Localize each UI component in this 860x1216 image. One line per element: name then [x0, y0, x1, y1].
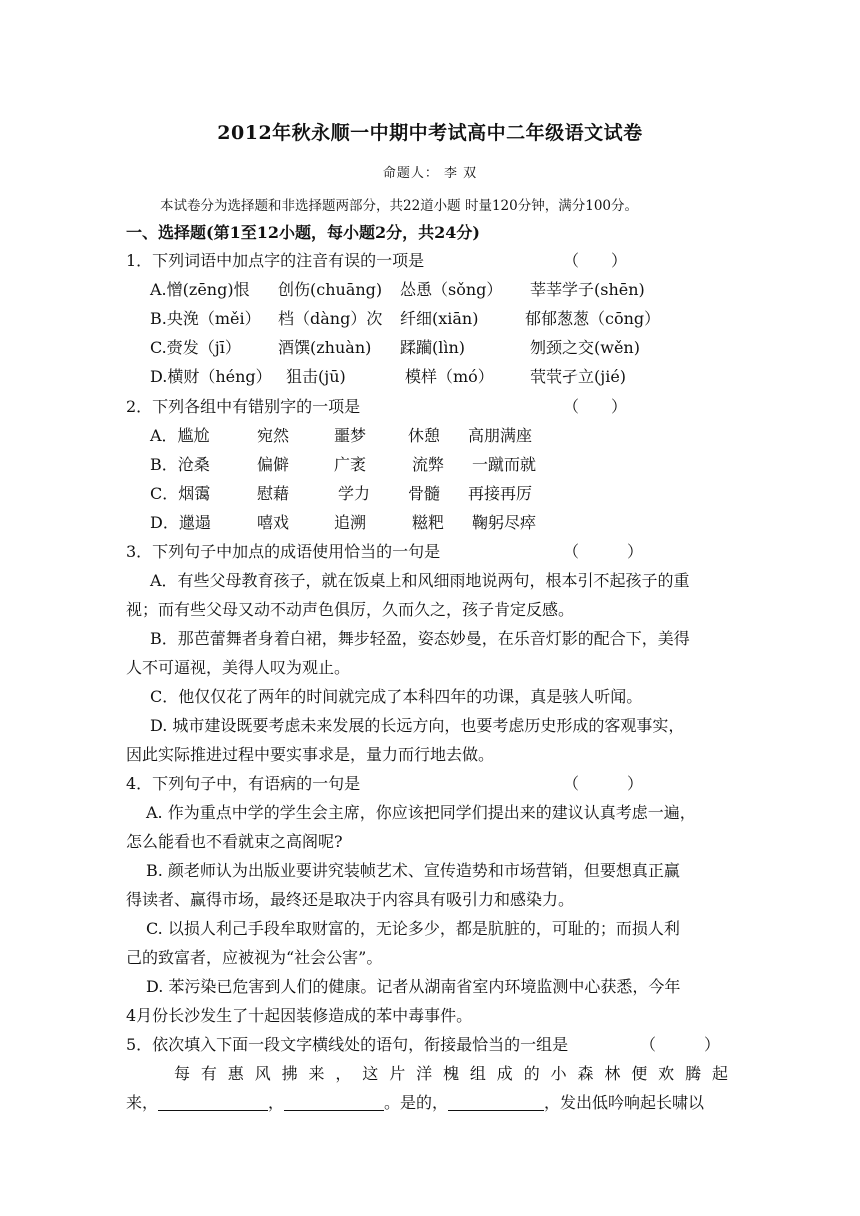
q2-word-c3: 学力 — [338, 484, 371, 503]
q5-text-b: ， — [268, 1093, 285, 1112]
q2-word-a1: A．尴尬 — [150, 426, 210, 445]
q1-option-b1: B.央浼（měi） — [150, 309, 261, 328]
q4-option-c-line2: 己的致富者，应被视为“社会公害”。 — [126, 948, 383, 967]
q2-word-b5: 一蹴而就 — [472, 455, 537, 474]
q2-word-d5: 鞠躬尽瘁 — [472, 513, 537, 532]
q5-answer-bracket: （ ） — [640, 1035, 721, 1054]
q4-option-d-line2: 4月份长沙发生了十起因装修造成的苯中毒事件。 — [126, 1006, 473, 1025]
q2-word-a5: 高朋满座 — [468, 426, 533, 445]
q3-option-d-line1: D. 城市建设既要考虑未来发展的长远方向，也要考虑历史形成的客观事实， — [150, 716, 685, 735]
q1-option-b4: 郁郁葱葱（cōng） — [525, 309, 661, 328]
q4-option-b-line1: B. 颜老师认为出版业要讲究装帧艺术、宣传造势和市场营销，但要想真正赢 — [146, 861, 680, 880]
q4-answer-bracket: （ ） — [563, 774, 644, 793]
q2-word-b4: 流弊 — [412, 455, 445, 474]
q1-option-c3: 蹂躏(lìn) — [400, 338, 466, 357]
q3-option-c: C．他仅仅花了两年的时间就完成了本科四年的功课，真是骇人听闻。 — [150, 687, 643, 706]
q1-answer-bracket: （ ） — [563, 251, 628, 270]
q3-option-a-line2: 视；而有些父母又动不动声色俱厉，久而久之，孩子肯定反感。 — [126, 600, 575, 619]
q3-stem: 3．下列句子中加点的成语使用恰当的一句是 — [126, 542, 441, 561]
q1-option-c1: C.赍发（jī） — [150, 338, 241, 357]
q2-word-d1: D．邋遢 — [150, 513, 211, 532]
q1-option-b2: 档（dàng）次 — [278, 309, 383, 328]
q5-stem: 5．依次填入下面一段文字横线处的语句，衔接最恰当的一组是 — [126, 1035, 569, 1054]
q2-word-b2: 偏僻 — [257, 455, 290, 474]
q1-option-a3: 怂恿（sǒng） — [400, 280, 503, 299]
q1-option-b3: 纤细(xiān) — [400, 309, 479, 328]
q3-option-d-line2: 因此实际推进过程中要实事求是，量力而行地去做。 — [126, 745, 495, 764]
q2-word-c1: C．烟霭 — [150, 484, 211, 503]
q4-option-c-line1: C. 以损人利己手段牟取财富的，无论多少，都是肮脏的，可耻的；而损人利 — [146, 919, 680, 938]
q5-blank-2[interactable] — [284, 1094, 384, 1111]
q1-stem: 1．下列词语中加点字的注音有误的一项是 — [126, 251, 425, 270]
q2-word-b1: B．沧桑 — [150, 455, 210, 474]
q4-option-a-line2: 怎么能看也不看就束之高阁呢? — [126, 832, 343, 851]
q1-option-d4: 茕茕孑立(jié) — [530, 367, 627, 386]
q1-option-c4: 刎颈之交(wěn) — [530, 338, 640, 357]
q3-option-a-line1: A．有些父母教育孩子，就在饭桌上和风细雨地说两句，根本引不起孩子的重 — [150, 571, 690, 590]
q2-word-a3: 噩梦 — [334, 426, 367, 445]
q1-option-d1: D.横财（héng） — [150, 367, 272, 386]
q2-word-a2: 宛然 — [257, 426, 290, 445]
q5-blank-1[interactable] — [158, 1094, 268, 1111]
q2-word-d4: 糍粑 — [412, 513, 445, 532]
q5-blank-3[interactable] — [448, 1094, 544, 1111]
q2-stem: 2．下列各组中有错别字的一项是 — [126, 397, 361, 416]
q2-word-c4: 骨髓 — [408, 484, 441, 503]
q3-option-b-line1: B．那芭蕾舞者身着白裙，舞步轻盈，姿态妙曼，在乐音灯影的配合下，美得 — [150, 629, 690, 648]
q5-text-a: 来， — [126, 1093, 159, 1112]
q4-stem: 4．下列句子中，有语病的一句是 — [126, 774, 361, 793]
q4-option-d-line1: D. 苯污染已危害到人们的健康。记者从湖南省室内环境监测中心获悉，今年 — [146, 977, 681, 996]
q2-word-d2: 嘻戏 — [257, 513, 290, 532]
q3-option-b-line2: 人不可逼视，美得人叹为观止。 — [126, 658, 351, 677]
q1-option-a4: 莘莘学子(shēn) — [530, 280, 645, 299]
q2-word-c2: 慰藉 — [257, 484, 290, 503]
q2-word-d3: 追溯 — [334, 513, 367, 532]
exam-intro: 本试卷分为选择题和非选择题两部分，共22道小题 时量120分钟，满分100分。 — [160, 198, 639, 214]
q4-option-a-line1: A. 作为重点中学的学生会主席，你应该把同学们提出来的建议认真考虑一遍， — [146, 803, 696, 822]
q5-text-c: 。是的， — [384, 1093, 449, 1112]
section-heading: 一、选择题(第1至12小题，每小题2分，共24分) — [126, 223, 480, 242]
q2-word-c5: 再接再厉 — [468, 484, 533, 503]
q5-passage-line1: 每有惠风拂来，这片洋槐组成的小森林便欢腾起 — [174, 1064, 728, 1083]
q2-word-b3: 广袤 — [334, 455, 367, 474]
q3-answer-bracket: （ ） — [563, 542, 644, 561]
q1-option-a1: A.憎(zēng)恨 — [150, 280, 250, 299]
page-title: 2012年秋永顺一中期中考试高中二年级语文试卷 — [217, 122, 643, 144]
q2-word-a4: 休憩 — [408, 426, 441, 445]
q1-option-d2: 狙击(jū) — [286, 367, 346, 386]
q1-option-c2: 酒馔(zhuàn) — [278, 338, 372, 357]
q1-option-d3: 模样（mó） — [405, 367, 494, 386]
author-line: 命题人： 李 双 — [382, 166, 478, 181]
q1-option-a2: 创伤(chuāng) — [278, 280, 383, 299]
q4-option-b-line2: 得读者、赢得市场，最终还是取决于内容具有吸引力和感染力。 — [126, 890, 575, 909]
q5-text-d: ，发出低吟响起长啸以 — [544, 1093, 705, 1112]
q5-passage-line2 — [126, 1092, 736, 1114]
q2-answer-bracket: （ ） — [563, 397, 628, 416]
